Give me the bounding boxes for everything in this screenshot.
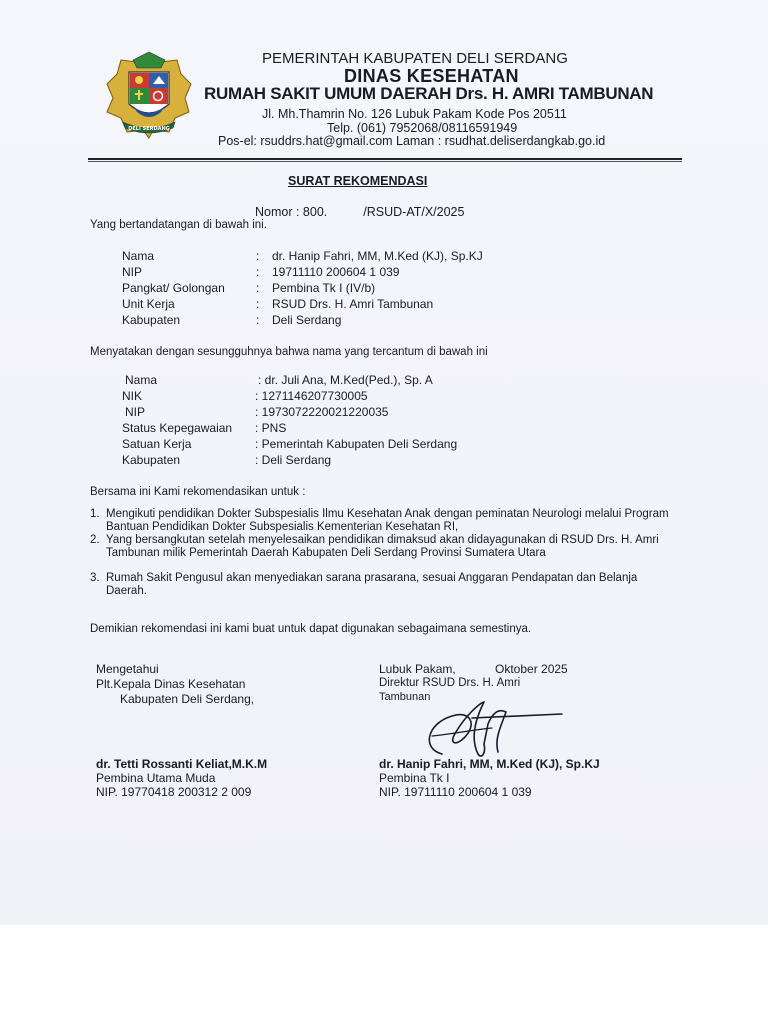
letter-number [255,205,464,219]
sign-left-line3: Kabupaten Deli Serdang, [120,692,255,706]
candidate-value-satuan: : Pemerintah Kabupaten Deli Serdang [255,437,458,451]
letter-number-prefix: Nomor : 800. [255,205,328,219]
sign-left-name: dr. Tetti Rossanti Keliat,M.K.M [96,757,268,771]
list-number: 1. [90,508,100,520]
signer-value-kabupaten: Deli Serdang [272,313,342,327]
sign-right-place: Lubuk Pakam, [379,662,456,676]
list-text: Rumah Sakit Pengusul akan menyediakan sarana prasarana, sesuai Anggaran Pendapatan dan Belanja Daerah. [106,572,638,597]
candidate-label-nip: NIP [125,405,146,419]
signer-label-nip: NIP [122,265,143,279]
colon: : [256,297,260,311]
hospital-name: RUMAH SAKIT UMUM DAERAH Drs. H. AMRI TAMBUNAN [204,84,654,103]
sign-right-rank: Pembina Tk I [379,771,450,785]
sign-left-rank: Pembina Utama Muda [96,771,216,785]
signer-label-pangkat: Pangkat/ Golongan [122,281,225,295]
sign-left-nip: NIP. 19770418 200312 2 009 [96,785,252,799]
phone: Telp. (061) 7952068/08116591949 [327,121,518,135]
address: Jl. Mh.Thamrin No. 126 Lubuk Pakam Kode Pos 20511 [262,107,567,121]
candidate-label-nik: NIK [122,389,143,403]
colon: : [256,265,260,279]
candidate-value-status: : PNS [255,421,287,435]
candidate-label-status: Status Kepegawaian [122,421,233,435]
svg-text:DELI SERDANG: DELI SERDANG [128,126,170,132]
statement-text: Menyatakan dengan sesungguhnya bahwa nama yang tercantum di bawah ini [90,346,488,358]
colon: : [256,249,260,263]
letterhead-rule [88,158,682,160]
candidate-label-kabupaten: Kabupaten [122,453,181,467]
signer-value-unit: RSUD Drs. H. Amri Tambunan [272,297,434,311]
colon: : [256,313,260,327]
gov-name: PEMERINTAH KABUPATEN DELI SERDANG [262,50,568,67]
sign-left-line2: Plt.Kepala Dinas Kesehatan [96,677,246,691]
signer-label-nama: Nama [122,249,155,263]
signer-value-nama: dr. Hanip Fahri, MM, M.Ked (KJ), Sp.KJ [272,249,483,263]
signer-value-nip: 19711110 200604 1 039 [272,265,400,279]
sign-right-nip: NIP. 19711110 200604 1 039 [379,785,532,799]
list-text: Yang bersangkutan setelah menyelesaikan pendidikan dimaksud akan didayagunakan di RSUD Drs. H. Amri Tambunan milik Pemerintah Daerah Kabupaten Deli Serdang Provinsi Sumatera Utara [106,534,659,559]
sign-left-line1: Mengetahui [96,662,159,676]
colon: : [256,281,260,295]
handwritten-signature [412,694,572,764]
candidate-value-nik: : 1271146207730005 [255,389,368,403]
signer-label-unit: Unit Kerja [122,297,175,311]
signer-value-pangkat: Pembina Tk I (IV/b) [272,281,376,295]
letter-title: SURAT REKOMENDASI [288,174,428,188]
signer-label-kabupaten: Kabupaten [122,313,181,327]
candidate-value-nama: : dr. Juli Ana, M.Ked(Ped.), Sp. A [258,373,433,387]
letterhead-rule-thin [88,161,682,162]
sign-right-line3: Tambunan [379,691,431,703]
candidate-label-satuan: Satuan Kerja [122,437,192,451]
sign-right-name: dr. Hanip Fahri, MM, M.Ked (KJ), Sp.KJ [379,757,600,771]
sign-right-line2: Direktur RSUD Drs. H. Amri [379,677,521,689]
list-number: 3. [90,572,100,584]
letter-number-suffix: /RSUD-AT/X/2025 [363,205,465,219]
agency-name: DINAS KESEHATAN [344,66,519,86]
list-text: Mengikuti pendidikan Dokter Subspesialis Ilmu Kesehatan Anak dengan peminatan Neurologi melalui Program Bantuan Pendidikan Dokter Subspesialis Kementerian Kesehatan RI, [106,508,669,533]
recommend-intro: Bersama ini Kami rekomendasikan untuk : [90,486,306,498]
candidate-value-nip: : 197307222002122003​5 [255,405,389,419]
email-website: Pos-el: rsuddrs.hat@gmail.com Laman : rsudhat.deliserdangkab.go.id [218,134,606,148]
list-number: 2. [90,534,100,546]
closing-text: Demikian rekomendasi ini kami buat untuk dapat digunakan sebagaimana semestinya. [90,623,532,635]
candidate-label-nama: Nama [125,373,158,387]
sign-right-date: Oktober 2025 [495,662,568,676]
deli-serdang-emblem-logo [103,50,195,142]
candidate-value-kabupaten: : Deli Serdang [255,453,332,467]
intro-text: Yang bertandatangan di bawah ini. [90,219,267,231]
